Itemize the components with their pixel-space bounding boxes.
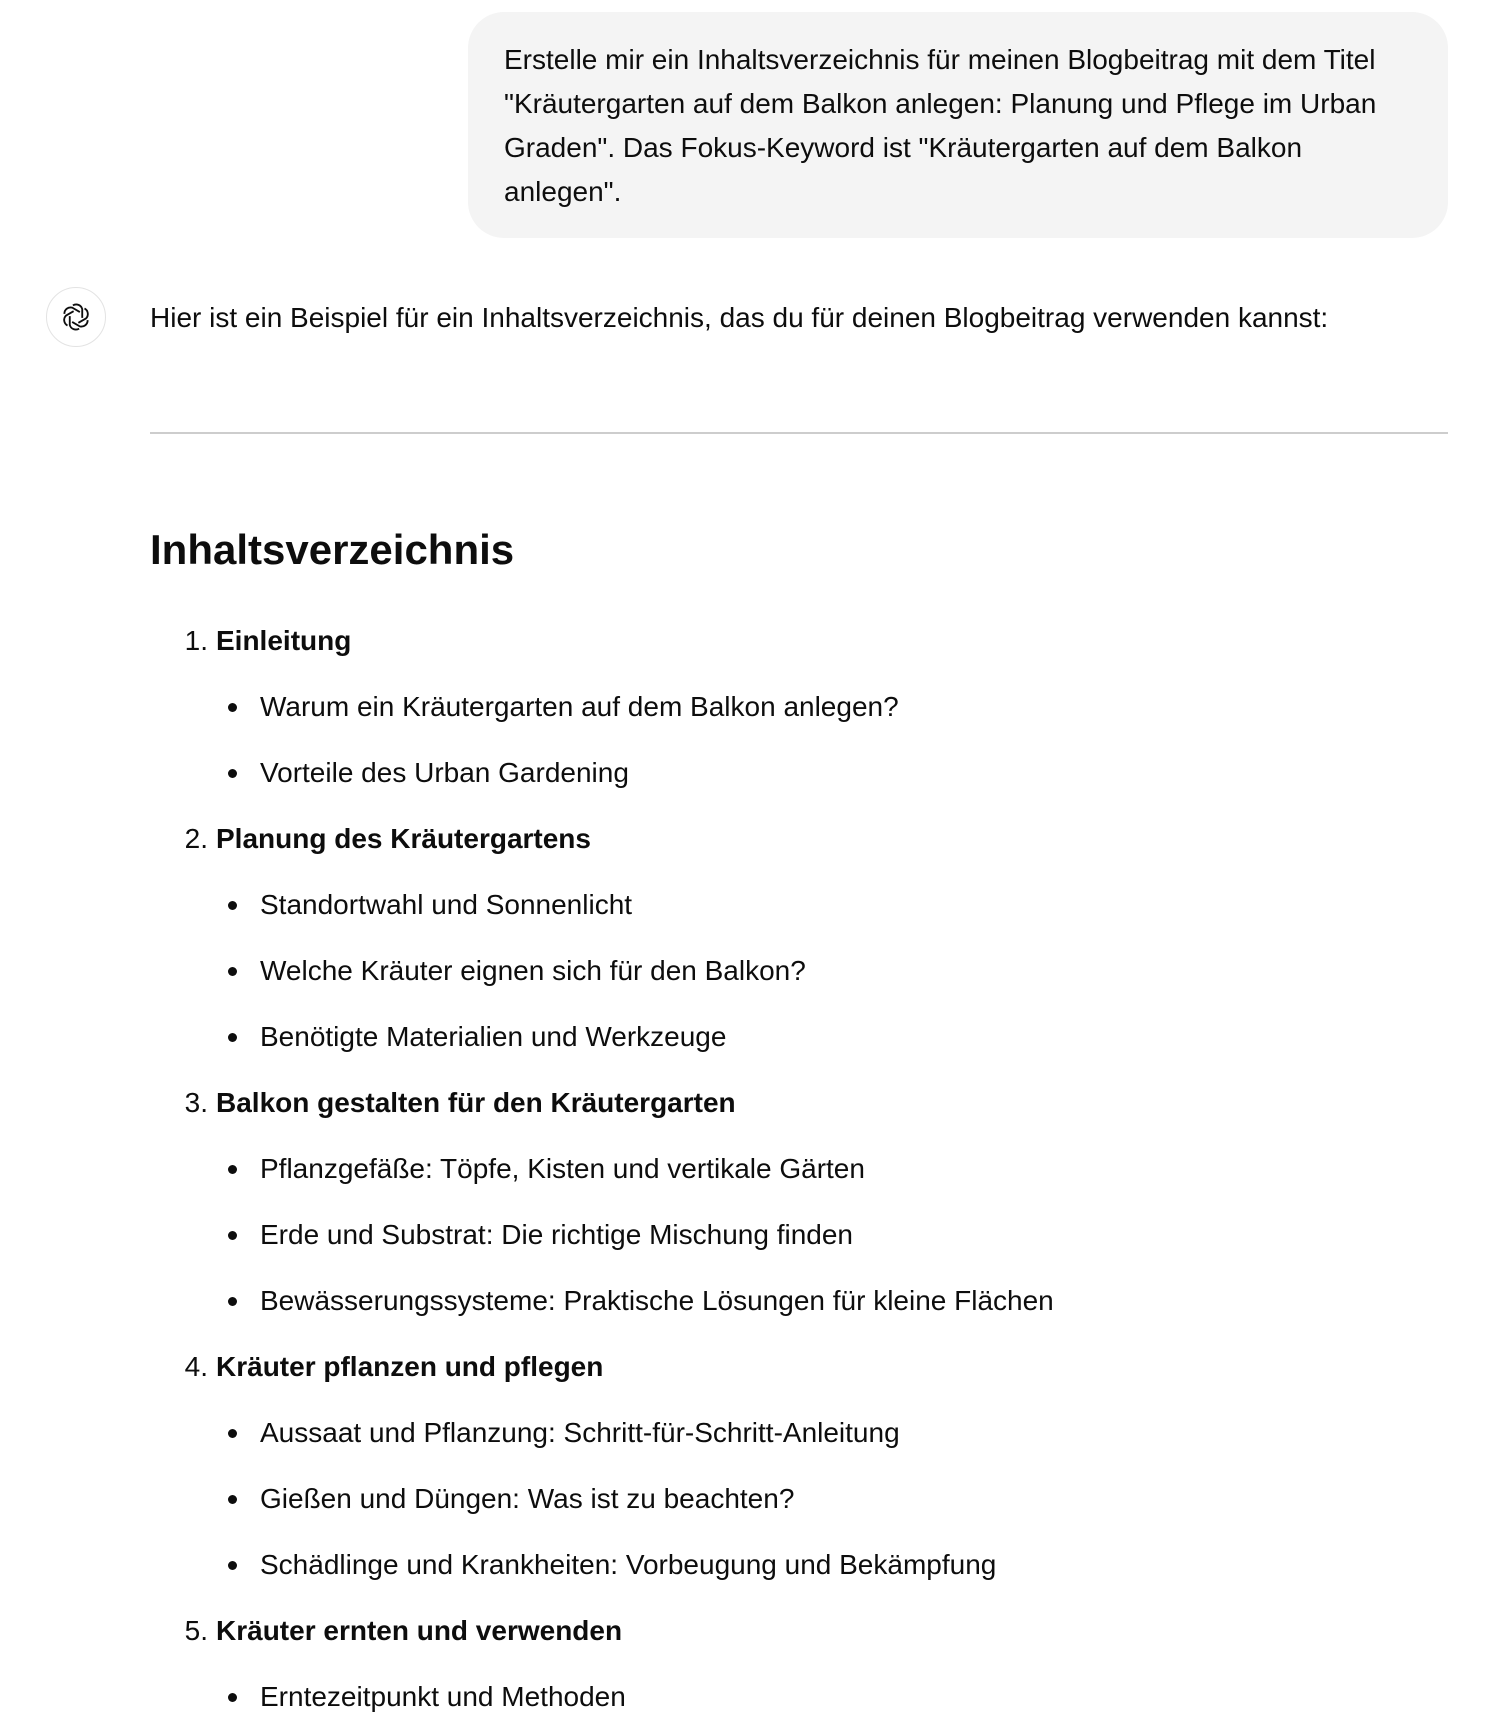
- divider: [150, 432, 1448, 434]
- toc-subitem-text: Erde und Substrat: Die richtige Mischung finden: [260, 1219, 853, 1250]
- toc-section-label: Kräuter pflanzen und pflegen: [216, 1351, 604, 1382]
- bullet-icon: [228, 1297, 237, 1306]
- toc-subitem: [150, 1004, 1448, 1070]
- toc-subitem-text: Aussaat und Pflanzung: Schritt-für-Schritt-Anleitung: [260, 1417, 900, 1448]
- bullet-icon: [228, 769, 237, 778]
- toc-section-label: Einleitung: [216, 625, 352, 656]
- assistant-message: [150, 296, 1450, 1712]
- toc-subitem: [150, 1136, 1448, 1202]
- toc-section: [150, 608, 1448, 806]
- toc-subitem-list: [150, 1664, 1448, 1730]
- toc-section-heading: [150, 1070, 1448, 1136]
- bullet-icon: [228, 1231, 237, 1240]
- assistant-avatar: [46, 287, 106, 347]
- toc-subitem-list: [150, 1400, 1448, 1598]
- toc-section-label: Planung des Kräutergartens: [216, 823, 591, 854]
- toc-section-number: 4.: [184, 1351, 208, 1382]
- openai-logo-icon: [59, 300, 93, 334]
- toc-subitem: [150, 1400, 1448, 1466]
- toc-section: [150, 1598, 1448, 1730]
- user-message-text: Erstelle mir ein Inhaltsverzeichnis für meinen Blogbeitrag mit dem Titel "Kräutergarten auf dem Balkon anlegen: Planung und Pflege im Urban Graden". Das Fokus-Keyword ist "Kräutergarten auf dem Balkon anlegen".: [504, 44, 1377, 207]
- toc-section-heading: [150, 806, 1448, 872]
- toc-subitem: [150, 740, 1448, 806]
- bullet-icon: [228, 1033, 237, 1042]
- bullet-icon: [228, 1165, 237, 1174]
- toc-subitem: [150, 1466, 1448, 1532]
- toc-subitem-text: Welche Kräuter eignen sich für den Balkon?: [260, 955, 806, 986]
- toc-section-label: Balkon gestalten für den Kräutergarten: [216, 1087, 736, 1118]
- toc-section-heading: [150, 1598, 1448, 1664]
- bullet-icon: [228, 1693, 237, 1702]
- toc-subitem: [150, 938, 1448, 1004]
- toc-section-number: 3.: [184, 1087, 208, 1118]
- toc-section-heading: [150, 608, 1448, 674]
- toc-subitem: [150, 1664, 1448, 1730]
- toc-section-label: Kräuter ernten und verwenden: [216, 1615, 623, 1646]
- bullet-icon: [228, 901, 237, 910]
- toc-subitem-list: [150, 674, 1448, 806]
- toc-subitem-text: Erntezeitpunkt und Methoden: [260, 1681, 626, 1712]
- toc-section: [150, 806, 1448, 1070]
- toc-subitem-text: Bewässerungssysteme: Praktische Lösungen für kleine Flächen: [260, 1285, 1054, 1316]
- toc-section: [150, 1334, 1448, 1598]
- toc-subitem: [150, 872, 1448, 938]
- toc-section-number: 2.: [184, 823, 208, 854]
- bullet-icon: [228, 703, 237, 712]
- toc-list: [150, 608, 1448, 1730]
- toc-subitem-text: Schädlinge und Krankheiten: Vorbeugung und Bekämpfung: [260, 1549, 997, 1580]
- toc-subitem-list: [150, 1136, 1448, 1334]
- toc-subitem-text: Vorteile des Urban Gardening: [260, 757, 629, 788]
- toc-subitem-text: Gießen und Düngen: Was ist zu beachten?: [260, 1483, 795, 1514]
- toc-subitem-text: Warum ein Kräutergarten auf dem Balkon anlegen?: [260, 691, 899, 722]
- toc-section: [150, 1070, 1448, 1334]
- assistant-intro: Hier ist ein Beispiel für ein Inhaltsverzeichnis, das du für deinen Blogbeitrag verwenden kannst:: [150, 302, 1329, 333]
- toc-subitem-text: Benötigte Materialien und Werkzeuge: [260, 1021, 727, 1052]
- bullet-icon: [228, 1495, 237, 1504]
- toc-subitem: [150, 674, 1448, 740]
- toc-subitem: [150, 1202, 1448, 1268]
- user-message-bubble: [468, 12, 1448, 238]
- toc-section-number: 1.: [184, 625, 208, 656]
- toc-subitem-text: Standortwahl und Sonnenlicht: [260, 889, 633, 920]
- toc-section-heading: [150, 1334, 1448, 1400]
- bullet-icon: [228, 1429, 237, 1438]
- bullet-icon: [228, 1561, 237, 1570]
- toc-subitem: [150, 1268, 1448, 1334]
- toc-subitem-text: Pflanzgefäße: Töpfe, Kisten und vertikale Gärten: [260, 1153, 865, 1184]
- toc-section-number: 5.: [184, 1615, 208, 1646]
- toc-title: Inhaltsverzeichnis: [150, 526, 515, 573]
- bullet-icon: [228, 967, 237, 976]
- toc-subitem-list: [150, 872, 1448, 1070]
- toc-subitem: [150, 1532, 1448, 1598]
